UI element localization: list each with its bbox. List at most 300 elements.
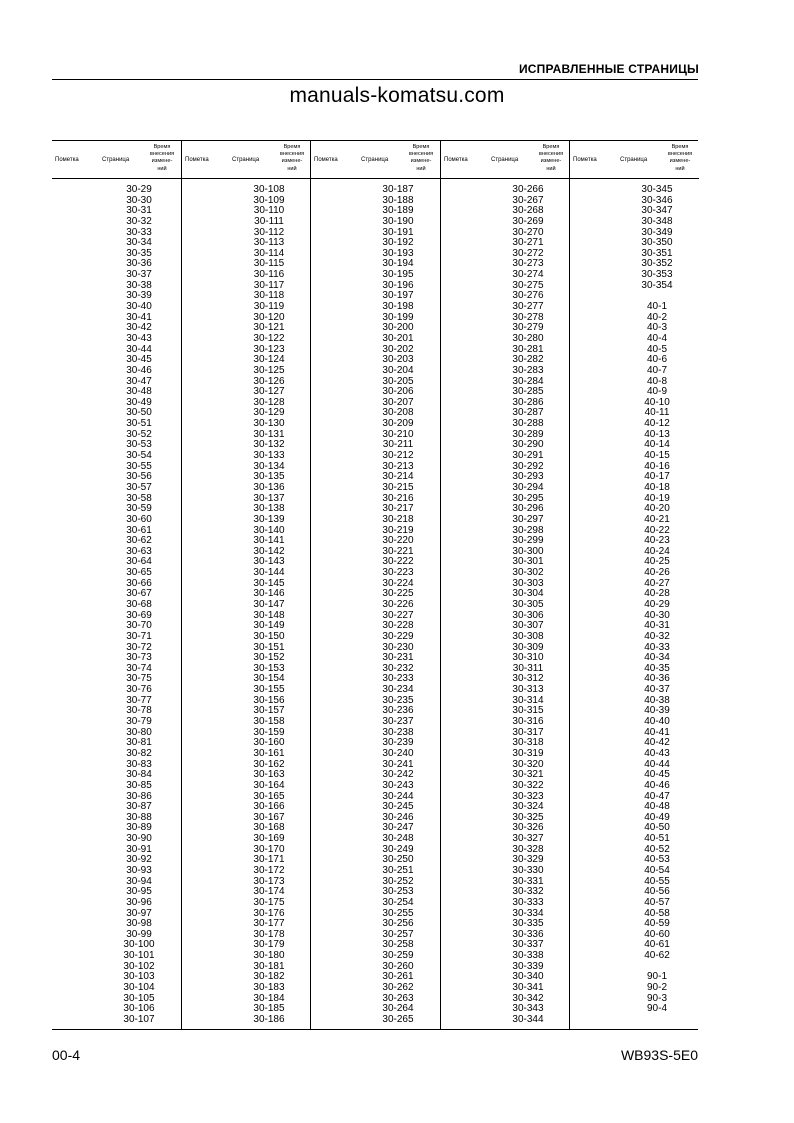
page-entry: 30-207 [382, 396, 414, 408]
page-entry: 30-279 [512, 322, 544, 334]
watermark-text: manuals-komatsu.com [289, 84, 505, 107]
header-change-time-line: Время [412, 144, 430, 150]
header-change-time-line: внесения [667, 151, 693, 158]
header-change-time [665, 144, 695, 173]
page-entry: 40-16 [644, 460, 670, 472]
page-entry: 30-297 [512, 513, 544, 525]
page-entry: 40-31 [644, 620, 670, 632]
page-entry: 30-79 [126, 716, 152, 728]
page-entry: 40-8 [646, 375, 667, 387]
page-entry: 30-130 [253, 418, 285, 430]
page-entry: 30-330 [512, 865, 544, 876]
page-entry: 30-181 [253, 960, 285, 972]
page-entry: 30-38 [126, 279, 152, 291]
page-entry: 30-278 [512, 311, 544, 323]
page-entry: 40-13 [644, 428, 670, 440]
header-change-time-line: ний [287, 165, 297, 172]
page-entry: 30-272 [512, 247, 544, 259]
page-entry: 30-176 [253, 907, 285, 919]
page-entry: 30-82 [126, 747, 152, 759]
page-entry: 30-120 [253, 311, 285, 323]
page-entry: 30-66 [126, 577, 152, 589]
page-entry: 30-53 [126, 439, 152, 451]
page-entry: 30-262 [382, 982, 414, 994]
page-entry: 30-291 [512, 450, 544, 462]
page-entry: 30-328 [512, 843, 544, 855]
page-entry: 30-323 [512, 790, 544, 802]
page-entry: 30-160 [253, 737, 285, 749]
page-entry: 30-324 [512, 801, 544, 813]
page-entry: 30-150 [253, 630, 285, 642]
page-entry: 30-219 [382, 524, 414, 536]
page-entry: 30-303 [512, 577, 544, 589]
page-entry: 30-81 [126, 737, 152, 749]
page-entry: 30-115 [253, 258, 285, 270]
page-entry: 30-232 [382, 662, 414, 674]
page-entry: 30-83 [126, 758, 152, 770]
page-entry: 30-255 [382, 907, 414, 919]
page-entry: 30-252 [382, 875, 414, 887]
page-entry: 30-307 [512, 620, 544, 632]
page-entry: 30-166 [253, 801, 285, 813]
page-entry: 30-35 [126, 247, 152, 259]
page-entry: 30-139 [253, 513, 285, 525]
page-entry: 40-5 [646, 343, 667, 355]
page-entry: 30-347 [641, 205, 673, 217]
page-entry: 30-267 [512, 194, 544, 206]
page-entry: 30-48 [126, 386, 152, 398]
page-entry: 30-253 [382, 886, 414, 898]
page-entry: 30-52 [126, 428, 152, 440]
page-entry: 30-308 [512, 630, 544, 642]
page-entry: 40-52 [644, 843, 670, 855]
page-entry: 30-152 [253, 652, 285, 664]
page-entry: 40-54 [644, 865, 670, 876]
page-entry: 30-268 [512, 205, 544, 217]
page-entry: 30-146 [253, 588, 285, 600]
page-entry: 30-230 [382, 641, 414, 653]
page-entry: 30-64 [126, 556, 152, 568]
page-entry: 30-335 [512, 918, 544, 930]
page-entry: 30-327 [512, 833, 544, 845]
page-entry: 30-288 [512, 418, 544, 430]
header-change-time-line: ний [546, 165, 556, 172]
page-entry: 30-234 [382, 684, 414, 696]
page-entry: 30-155 [253, 684, 285, 696]
column-header [311, 141, 440, 179]
page-entry: 90-3 [646, 992, 667, 1004]
page-entry: 30-240 [382, 747, 414, 759]
page-entry: 30-306 [512, 609, 544, 621]
header-change-time [536, 144, 566, 173]
page-entry: 30-187 [382, 184, 414, 195]
header-change-time-line: внесения [149, 151, 175, 158]
page-entry: 40-32 [644, 630, 670, 642]
page-entry: 40-19 [644, 492, 670, 504]
page-entry: 30-102 [123, 960, 155, 972]
page-entry: 30-42 [126, 322, 152, 334]
page-entry: 30-137 [253, 492, 285, 504]
page-entry: 30-63 [126, 545, 152, 557]
page-entry: 30-100 [123, 939, 155, 951]
page-entry: 30-69 [126, 609, 152, 621]
header-change-time-line: измене- [410, 158, 432, 165]
page-entry: 30-159 [253, 726, 285, 738]
page-entry: 30-192 [382, 237, 414, 249]
page-entry: 40-44 [644, 758, 670, 770]
page-entry: 30-122 [253, 332, 285, 344]
header-change-time-line: внесения [538, 151, 564, 158]
page-entry: 30-226 [382, 598, 414, 610]
page-entry: 30-261 [382, 971, 414, 983]
page-entry: 30-215 [382, 481, 414, 493]
page-entry: 30-304 [512, 588, 544, 600]
page-entry: 30-167 [253, 811, 285, 823]
page-entry: 30-173 [253, 875, 285, 887]
page-entry: 30-109 [253, 194, 285, 206]
page-entry: 30-196 [382, 279, 414, 291]
page-entry: 30-170 [253, 843, 285, 855]
page-entry: 30-94 [126, 875, 152, 887]
header-change-time-line: Время [542, 144, 560, 150]
page-entry: 40-50 [644, 822, 670, 834]
page-entry: 30-56 [126, 471, 152, 483]
page-entry: 40-25 [644, 556, 670, 568]
page-entry: 30-254 [382, 896, 414, 908]
page-entry: 30-91 [126, 843, 152, 855]
footer-page-number: 00-4 [52, 1047, 81, 1063]
page-entry: 30-316 [512, 716, 544, 728]
page-entries [182, 185, 311, 1026]
page-entry: 30-71 [126, 630, 152, 642]
page-entry: 30-334 [512, 907, 544, 919]
page-entry: 30-244 [382, 790, 414, 802]
header-page: Страница [102, 157, 130, 163]
header-change-time-line: Время [671, 144, 689, 150]
page-entry: 30-311 [512, 662, 544, 674]
page-entry: 30-220 [382, 535, 414, 547]
page-entry: 40-35 [644, 662, 670, 674]
page-entry: 30-211 [382, 439, 414, 451]
page-entry: 40-14 [644, 439, 670, 451]
page-entry: 40-57 [644, 896, 670, 908]
page-entry: 30-70 [126, 620, 152, 632]
page-entry: 30-101 [123, 950, 155, 962]
page-entry: 30-249 [382, 843, 414, 855]
page-entry: 30-231 [382, 652, 414, 664]
column-header [570, 141, 699, 179]
page-entry: 40-6 [646, 354, 667, 366]
page-entry: 30-118 [253, 290, 285, 302]
page-entry: 30-195 [382, 269, 414, 281]
page-entry: 30-50 [126, 407, 152, 419]
page-entry: 40-15 [644, 450, 670, 462]
page-entry: 30-318 [512, 737, 544, 749]
page-entry: 30-201 [382, 332, 414, 344]
page-entry: 40-12 [644, 418, 670, 430]
page-entry: 30-342 [512, 992, 544, 1004]
page-entry: 40-11 [644, 407, 670, 419]
page-entry: 30-105 [123, 992, 155, 1004]
page-entry: 30-154 [253, 673, 285, 685]
page-entry: 30-29 [126, 184, 152, 195]
footer-model-code: WB93S-5E0 [620, 1047, 698, 1063]
page-entry: 30-178 [253, 928, 285, 940]
page-entry: 30-158 [253, 716, 285, 728]
page-entry: 30-313 [512, 684, 544, 696]
page-entry: 30-353 [641, 269, 673, 281]
page-entry: 30-149 [253, 620, 285, 632]
page-entry: 30-218 [382, 513, 414, 525]
page-entry: 30-346 [641, 194, 673, 206]
page-entry: 30-315 [512, 705, 544, 717]
page-entry: 30-228 [382, 620, 414, 632]
page-entry: 30-32 [126, 215, 152, 227]
page-entry: 30-256 [382, 918, 414, 930]
page-entry: 30-345 [641, 184, 673, 195]
page-entry: 30-97 [126, 907, 152, 919]
page-entry: 30-338 [512, 950, 544, 962]
page-entry: 40-53 [644, 854, 670, 866]
table-column-4 [440, 141, 570, 1029]
page-entry: 30-275 [512, 279, 544, 291]
page-entry: 30-354 [641, 279, 673, 291]
page-entry: 30-45 [126, 354, 152, 366]
page-entry: 30-142 [253, 545, 285, 557]
page-entry: 30-292 [512, 460, 544, 472]
page-entry: 30-282 [512, 354, 544, 366]
header-change-time-line: измене- [151, 158, 173, 165]
page-entry: 30-258 [382, 939, 414, 951]
page-entry: 30-331 [512, 875, 544, 887]
page-entry: 30-44 [126, 343, 152, 355]
table-column-3 [310, 141, 440, 1029]
page-entry: 40-24 [644, 545, 670, 557]
page-entry: 40-30 [644, 609, 670, 621]
page-entry: 30-212 [382, 450, 414, 462]
page-entry: 30-217 [382, 503, 414, 515]
page-entry: 30-191 [382, 226, 414, 238]
page-entry: 40-1 [646, 301, 667, 313]
header-change-time-line: внесения [408, 151, 434, 158]
page-entry: 30-136 [253, 481, 285, 493]
page-entry: 30-237 [382, 716, 414, 728]
page-entry: 30-179 [253, 939, 285, 951]
page-entry: 30-174 [253, 886, 285, 898]
page-entry: 30-49 [126, 396, 152, 408]
page-entry: 40-3 [646, 322, 667, 334]
header-change-time-line: измене- [281, 158, 303, 165]
table-column-2 [181, 141, 311, 1029]
page-entry: 30-322 [512, 779, 544, 791]
page-entry: 30-60 [126, 513, 152, 525]
page-entry: 30-277 [512, 301, 544, 313]
page-entry: 30-326 [512, 822, 544, 834]
page-entry: 30-351 [641, 247, 673, 259]
page-entry: 30-58 [126, 492, 152, 504]
page-entry: 30-92 [126, 854, 152, 866]
page-entry: 40-59 [644, 918, 670, 930]
page-entry: 30-269 [512, 215, 544, 227]
page-entry: 30-205 [382, 375, 414, 387]
page-entry: 30-333 [512, 896, 544, 908]
page-entry: 30-177 [253, 918, 285, 930]
page-entry: 30-34 [126, 237, 152, 249]
page-entry: 30-138 [253, 503, 285, 515]
page-entry: 30-113 [253, 237, 285, 249]
page-entry: 90-2 [646, 982, 667, 994]
page-entry: 30-329 [512, 854, 544, 866]
page-entry: 30-337 [512, 939, 544, 951]
header-change-time-line: ний [675, 165, 685, 172]
page-entry: 30-67 [126, 588, 152, 600]
page-entry: 30-204 [382, 364, 414, 376]
page-entry: 30-46 [126, 364, 152, 376]
page-entry: 30-190 [382, 215, 414, 227]
page-entry: 30-200 [382, 322, 414, 334]
page-entry: 30-310 [512, 652, 544, 664]
page-entry: 30-319 [512, 747, 544, 759]
page-entry: 30-87 [126, 801, 152, 813]
page-entry: 40-40 [644, 716, 670, 728]
page-entry: 30-238 [382, 726, 414, 738]
header-change-time-line: Время [283, 144, 301, 150]
page-entry: 40-38 [644, 694, 670, 706]
page-entry: 30-247 [382, 822, 414, 834]
page-entry: 30-349 [641, 226, 673, 238]
header-mark: Пометка [444, 157, 468, 163]
page-entry: 30-185 [253, 1003, 285, 1015]
page-entry: 30-294 [512, 481, 544, 493]
page-entry: 30-236 [382, 705, 414, 717]
page-entry: 30-93 [126, 865, 152, 876]
page-entry: 30-302 [512, 567, 544, 579]
page-entry: 30-161 [253, 747, 285, 759]
page-entry: 30-73 [126, 652, 152, 664]
page-entries [311, 185, 440, 1026]
page-entry: 30-271 [512, 237, 544, 249]
page-entry: 30-89 [126, 822, 152, 834]
page-entry: 30-43 [126, 332, 152, 344]
page-entry: 30-317 [512, 726, 544, 738]
page-entry: 30-343 [512, 1003, 544, 1015]
page-entry: 30-284 [512, 375, 544, 387]
page-entry: 30-132 [253, 439, 285, 451]
page-entry: 30-74 [126, 662, 152, 674]
page-entry: 30-274 [512, 269, 544, 281]
header-rule [52, 79, 698, 80]
page-entry: 30-151 [253, 641, 285, 653]
page-entry: 30-193 [382, 247, 414, 259]
page-entry: 30-62 [126, 535, 152, 547]
page-entry: 40-20 [644, 503, 670, 515]
header-page: Страница [620, 157, 648, 163]
page-entries [570, 185, 699, 1015]
page-entry: 30-281 [512, 343, 544, 355]
page-entry: 30-156 [253, 694, 285, 706]
page-entry: 30-286 [512, 396, 544, 408]
page-entry: 30-31 [126, 205, 152, 217]
page-entry: 30-336 [512, 928, 544, 940]
page-entry: 30-265 [382, 1013, 414, 1025]
page-entry: 30-112 [253, 226, 285, 238]
page-entry: 30-121 [253, 322, 285, 334]
page-entry: 30-39 [126, 290, 152, 302]
page-entry: 30-221 [382, 545, 414, 557]
page-entry: 30-98 [126, 918, 152, 930]
page-entry: 40-43 [644, 747, 670, 759]
page-entry: 40-18 [644, 481, 670, 493]
page-entry: 30-273 [512, 258, 544, 270]
page-entry: 30-209 [382, 418, 414, 430]
page-entry: 30-339 [512, 960, 544, 972]
page-entry: 30-241 [382, 758, 414, 770]
page-entry: 30-55 [126, 460, 152, 472]
page-entry: 40-26 [644, 567, 670, 579]
page-entry: 30-126 [253, 375, 285, 387]
header-page: Страница [491, 157, 519, 163]
page-entry: 30-298 [512, 524, 544, 536]
column-header [52, 141, 181, 179]
page-entry: 30-250 [382, 854, 414, 866]
page-entry: 30-76 [126, 684, 152, 696]
page-entry: 30-301 [512, 556, 544, 568]
page-entry: 30-227 [382, 609, 414, 621]
page-entry: 30-285 [512, 386, 544, 398]
page-entry: 30-33 [126, 226, 152, 238]
column-header [182, 141, 311, 179]
page-entry: 30-290 [512, 439, 544, 451]
page-entry: 30-246 [382, 811, 414, 823]
page-entry: 30-348 [641, 215, 673, 227]
page-entry: 30-293 [512, 471, 544, 483]
page-entry: 30-168 [253, 822, 285, 834]
page-entry: 30-340 [512, 971, 544, 983]
page-header-title: ИСПРАВЛЕННЫЕ СТРАНИЦЫ [518, 62, 699, 76]
page-entry: 30-350 [641, 237, 673, 249]
page-entry: 30-140 [253, 524, 285, 536]
page-entry: 40-60 [644, 928, 670, 940]
page-entry: 30-280 [512, 332, 544, 344]
page-entry: 90-1 [646, 971, 667, 983]
revised-pages-table [52, 140, 698, 1030]
page-entry: 30-235 [382, 694, 414, 706]
page-entry: 30-133 [253, 450, 285, 462]
page-entry: 30-78 [126, 705, 152, 717]
page-entry: 30-99 [126, 928, 152, 940]
page-entry: 40-33 [644, 641, 670, 653]
page-entry: 30-214 [382, 471, 414, 483]
page-entry: 30-289 [512, 428, 544, 440]
page-entry: 30-141 [253, 535, 285, 547]
page-entry: 30-251 [382, 865, 414, 876]
page-entry: 30-210 [382, 428, 414, 440]
page-entry: 30-117 [253, 279, 285, 291]
page-entry: 30-131 [253, 428, 285, 440]
page-entry: 30-242 [382, 769, 414, 781]
page-entry: 30-157 [253, 705, 285, 717]
page-entry: 40-42 [644, 737, 670, 749]
page-entry: 30-104 [123, 982, 155, 994]
page-entry: 30-127 [253, 386, 285, 398]
page-entry: 30-114 [253, 247, 285, 259]
page-entry: 40-36 [644, 673, 670, 685]
page-entry: 30-283 [512, 364, 544, 376]
page-entry: 30-259 [382, 950, 414, 962]
page-entry: 30-169 [253, 833, 285, 845]
page-entry: 30-107 [123, 1013, 155, 1025]
header-mark: Пометка [573, 157, 597, 163]
